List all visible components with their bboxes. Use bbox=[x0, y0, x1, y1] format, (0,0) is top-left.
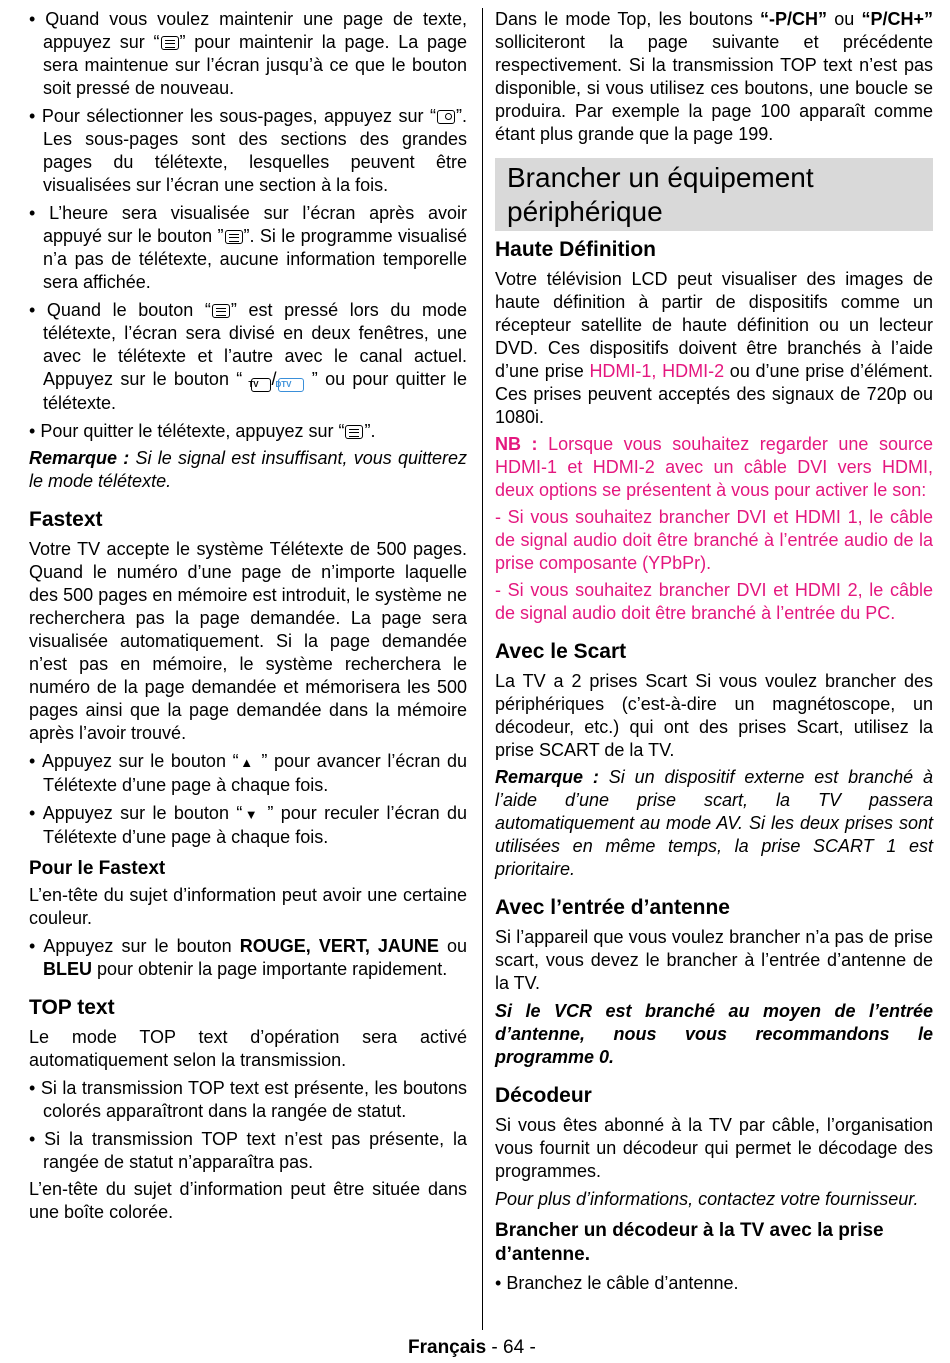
teletext-time-icon bbox=[225, 230, 243, 244]
top-text-paragraph: Le mode TOP text d’opération sera activé automatiquement selon la transmission. bbox=[29, 1027, 467, 1070]
teletext-mix-icon bbox=[212, 304, 230, 318]
list-item: • Appuyez sur le bouton “▲ ” pour avancer l’écran du Télétexte d’une page à chaque fois. bbox=[29, 751, 468, 795]
decoder-paragraph: Si vous êtes abonné à la TV par câble, l’organisation vous fournit un décodeur qui permet le décodage des programmes. bbox=[495, 1115, 933, 1181]
fastext-heading: Fastext bbox=[29, 508, 103, 531]
fastext-paragraph: Votre TV accepte le système Télétexte de 500 pages. Quand le numéro d’une page de n’importe laquelle des 500 pages en mémoire est introduit, le système ne recherchera pas la page demandée. La page sera visualisée automatiquement. Si la page demandée n’est pas en mémoire, le système recherchera le numéro de la page demandée et mémorisera les 500 pages ainsi que la page demandée dans la mémoire après l’avoir trouvé. bbox=[29, 539, 467, 743]
top-text-heading: TOP text bbox=[29, 996, 115, 1019]
decoder-heading: Décodeur bbox=[495, 1084, 592, 1107]
section-banner: Brancher un équipement périphérique bbox=[495, 158, 933, 231]
decoder-info: Pour plus d’informations, contactez votre fournisseur. bbox=[495, 1189, 919, 1209]
page-footer bbox=[408, 1336, 536, 1360]
list-item: • Appuyez sur le bouton ROUGE, VERT, JAUNE ou BLEU pour obtenir la page importante rapidement. bbox=[29, 936, 467, 979]
antenna-note: Si le VCR est branché au moyen de l’entrée d’antenne, nous vous recommandons le programme 0. bbox=[495, 1001, 933, 1067]
list-item: • Quand le bouton “ ” est pressé lors du mode télétexte, l’écran sera divisé en deux fenêtres, une avec le télétexte et l’autre avec le canal actuel. Appuyez sur le bouton “ TV /DTV ” ou pour quitter le télétexte. bbox=[29, 300, 467, 413]
remark: Remarque : Si le signal est insuffisant, vous quitterez le mode télétexte. bbox=[29, 448, 468, 491]
list-item: • Si la transmission TOP text n’est pas présente, la rangée de statut n’apparaîtra pas. bbox=[29, 1129, 467, 1172]
list-item: • L’heure sera visualisée sur l’écran après avoir appuyé sur le bouton ” ”. Si le programme visualisé n’a pas de télétexte, aucune information temporelle sera affichée. bbox=[29, 203, 468, 292]
tv-icon: TV bbox=[251, 378, 271, 392]
pour-fastext-paragraph: L’en-tête du sujet d’information peut avoir une certaine couleur. bbox=[29, 885, 467, 928]
list-item: • Appuyez sur le bouton “▼ ” pour reculer l’écran du Télétexte d’une page à chaque fois. bbox=[29, 803, 467, 847]
teletext-exit-icon bbox=[345, 425, 363, 439]
up-arrow-icon: ▲ bbox=[238, 755, 255, 770]
subpage-icon bbox=[437, 110, 455, 124]
antenna-paragraph: Si l’appareil que vous voulez brancher n’a pas de prise scart, vous devez le brancher à l’entrée d’antenne de la TV. bbox=[495, 927, 933, 993]
footer-language: Français bbox=[408, 1337, 487, 1358]
list-item: • Branchez le câble d’antenne. bbox=[495, 1273, 739, 1293]
page-number: - 64 - bbox=[486, 1337, 536, 1358]
list-item: • Si la transmission TOP text est présente, les boutons colorés apparaîtront dans la rangée de statut. bbox=[29, 1078, 468, 1121]
scart-remark: Remarque : Si un dispositif externe est branché à l’aide d’une prise scart, la TV passera automatiquement au mode AV. Si les deux prises sont utilisées en même temps, la prise SCART 1 est prioritaire. bbox=[495, 767, 933, 879]
teletext-hold-icon bbox=[161, 36, 179, 50]
nb-option-2: - Si vous souhaitez brancher DVI et HDMI 2, le câble de signal audio doit être branché à l’entrée du PC. bbox=[495, 580, 933, 623]
pour-fastext-heading: Pour le Fastext bbox=[29, 858, 166, 879]
nb-note: NB : Lorsque vous souhaitez regarder une source HDMI-1 et HDMI-2 avec un câble DVI vers HDMI, deux options se présentent à vous pour activer le son: bbox=[495, 434, 933, 500]
top-text-paragraph-2: L’en-tête du sujet d’information peut être située dans une boîte colorée. bbox=[29, 1179, 467, 1222]
list-item: • Quand vous voulez maintenir une page de texte, appuyez sur “ ” pour maintenir la page. La page sera maintenue sur l’écran jusqu’à ce que le bouton soit pressé de nouveau. bbox=[29, 9, 467, 98]
scart-heading: Avec le Scart bbox=[495, 640, 627, 663]
down-arrow-icon: ▼ bbox=[242, 807, 260, 822]
list-item: • Pour sélectionner les sous-pages, appuyez sur “ ”. Les sous-pages sont des sections des grandes pages du télétexte, lesquelles peuvent être visualisées sur l’écran une section à la fois. bbox=[29, 106, 467, 195]
column-divider bbox=[482, 8, 483, 1330]
scart-paragraph: La TV a 2 prises Scart Si vous voulez brancher des périphériques (c’est-à-dire un magnétoscope, un décodeur, etc.) qui ont des prises Scart, utilisez la prise SCART de la TV. bbox=[495, 671, 933, 760]
hd-paragraph: Votre télévision LCD peut visualiser des images de haute définition à partir de dispositifs comme un récepteur satellite de haute définition ou un lecteur DVD. Ces dispositifs doivent être branchés à l’aide d’une prise HDMI-1, HDMI-2 ou d’une prise d’élément. Ces prises peuvent acceptés des signaux de 720p ou 1080i. bbox=[495, 269, 933, 427]
right-column bbox=[495, 8, 933, 1295]
top-mode-paragraph: Dans le mode Top, les boutons “-P/CH” ou “P/CH+” solliciteront la page suivante et précédente respectivement. Si la transmission TOP text n’est pas disponible, si vous utilisez ces boutons, une boucle se produira. Par exemple la page 100 apparaît comme étant plus grande que la page 199. bbox=[495, 9, 933, 144]
list-item: • Pour quitter le télétexte, appuyez sur “ ”. bbox=[29, 421, 376, 441]
dtv-icon: DTV bbox=[278, 378, 304, 392]
antenna-heading: Avec l’entrée d’antenne bbox=[495, 896, 730, 919]
decoder-subheading: Brancher un décodeur à la TV avec la prise d’antenne. bbox=[495, 1220, 884, 1265]
left-column bbox=[29, 8, 467, 1224]
nb-option-1: - Si vous souhaitez brancher DVI et HDMI 1, le câble de signal audio doit être branché à l’entrée audio de la prise composante (YPbPr). bbox=[495, 507, 933, 573]
hd-heading: Haute Définition bbox=[495, 238, 656, 261]
